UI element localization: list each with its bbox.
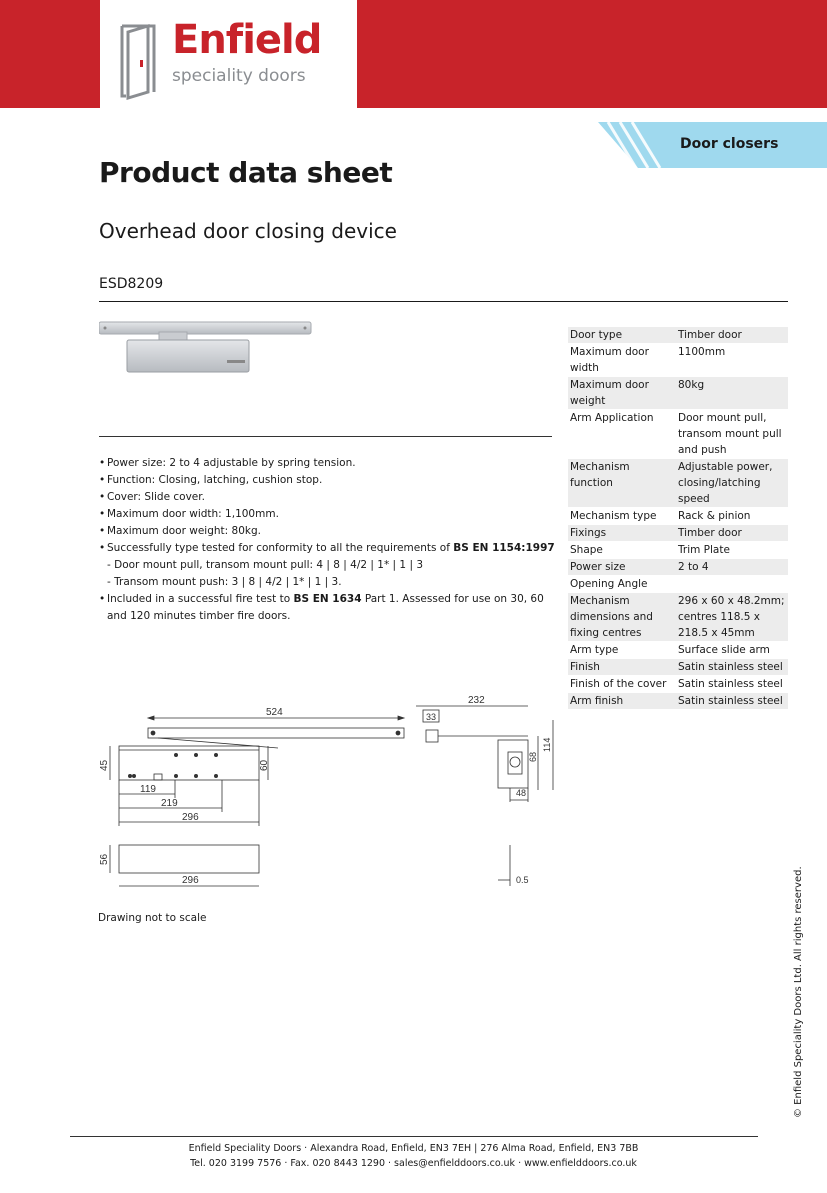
spec-label: Mechanism dimensions and fixing centres xyxy=(568,593,676,642)
spec-value: 80kg xyxy=(676,377,788,410)
divider xyxy=(99,436,552,437)
spec-label: Arm Application xyxy=(568,410,676,459)
divider xyxy=(99,301,788,302)
spec-value: Satin stainless steel xyxy=(676,676,788,693)
dim-body-height-left: 45 xyxy=(99,759,110,771)
spec-row xyxy=(568,676,788,693)
spec-row xyxy=(568,410,788,459)
feature-item: • Maximum door width: 1,100mm. xyxy=(99,506,559,523)
dim-body-height-right: 60 xyxy=(259,759,270,771)
spec-row xyxy=(568,542,788,559)
footer-contact: Tel. 020 3199 7576 · Fax. 020 8443 1290 · sales@enfielddoors.co.uk · www.enfielddoors.co.uk xyxy=(190,1158,637,1169)
spec-value: 296 x 60 x 48.2mm; centres 118.5 x 218.5 x 45mm xyxy=(676,593,788,642)
brand-logo[interactable] xyxy=(100,0,357,108)
spec-row xyxy=(568,377,788,410)
spec-row xyxy=(568,576,788,593)
page-subtitle: Overhead door closing device xyxy=(99,219,397,243)
brand-name: Enfield xyxy=(172,17,322,63)
feature-item: • Function: Closing, latching, cushion stop. xyxy=(99,472,559,489)
spec-label: Finish of the cover xyxy=(568,676,676,693)
dim-bracket-68: 68 xyxy=(528,751,538,762)
copyright-notice: © Enfield Speciality Doors Ltd. All rights reserved. xyxy=(793,866,804,1118)
spec-value xyxy=(676,576,788,593)
spec-label: Power size xyxy=(568,559,676,576)
page-title: Product data sheet xyxy=(99,156,393,189)
category-tab[interactable]: Door closers xyxy=(680,136,779,152)
product-code: ESD8209 xyxy=(99,276,164,292)
feature-item: • Maximum door weight: 80kg. xyxy=(99,523,559,540)
spec-value: Timber door xyxy=(676,327,788,344)
spec-label: Arm type xyxy=(568,642,676,659)
spec-value: Surface slide arm xyxy=(676,642,788,659)
dim-plate-thickness: 0.5 xyxy=(516,875,529,885)
spec-value: Adjustable power, closing/latching speed xyxy=(676,459,788,508)
spec-label: Arm finish xyxy=(568,693,676,710)
spec-value: 1100mm xyxy=(676,344,788,377)
spec-label: Maximum door width xyxy=(568,344,676,377)
spec-label: Door type xyxy=(568,327,676,344)
spec-label: Shape xyxy=(568,542,676,559)
feature-item: • Included in a successful fire test to BS EN 1634 Part 1. Assessed for use on 30, 60 and 120 minutes timber fire doors. xyxy=(99,591,559,625)
feature-item: - Door mount pull, transom mount pull: 4 | 8 | 4/2 | 1* | 1 | 3 xyxy=(107,559,424,571)
spec-row xyxy=(568,642,788,659)
dim-arm-length: 524 xyxy=(266,707,283,718)
feature-item: • Cover: Slide cover. xyxy=(99,489,559,506)
spec-table xyxy=(568,327,788,710)
drawing-note: Drawing not to scale xyxy=(98,912,207,924)
spec-value: Timber door xyxy=(676,525,788,542)
dim-side-width: 232 xyxy=(468,695,485,706)
spec-value: Satin stainless steel xyxy=(676,659,788,676)
dim-bracket-114: 114 xyxy=(542,737,552,752)
spec-label: Mechanism function xyxy=(568,459,676,508)
dim-side-depth: 33 xyxy=(426,712,437,722)
product-image xyxy=(99,318,314,378)
spec-label: Mechanism type xyxy=(568,508,676,525)
spec-row xyxy=(568,344,788,377)
feature-item: • Successfully type tested for conformity to all the requirements of BS EN 1154:1997 xyxy=(99,540,559,557)
spec-row xyxy=(568,559,788,576)
dim-fix-119: 119 xyxy=(140,784,156,795)
spec-value: Satin stainless steel xyxy=(676,693,788,710)
spec-row xyxy=(568,508,788,525)
spec-label: Maximum door weight xyxy=(568,377,676,410)
spec-row xyxy=(568,459,788,508)
dim-bracket-48: 48 xyxy=(516,788,527,798)
spec-label: Finish xyxy=(568,659,676,676)
spec-value: Trim Plate xyxy=(676,542,788,559)
spec-value: Door mount pull, transom mount pull and push xyxy=(676,410,788,459)
footer-divider xyxy=(70,1136,758,1137)
spec-row xyxy=(568,525,788,542)
feature-item: - Transom mount push: 3 | 8 | 4/2 | 1* | 1 | 3. xyxy=(107,576,342,588)
technical-drawing xyxy=(98,690,568,900)
spec-value: 2 to 4 xyxy=(676,559,788,576)
dim-body-length: 296 xyxy=(182,812,199,823)
dim-cover-length: 296 xyxy=(182,875,199,886)
dim-fix-219: 219 xyxy=(161,798,178,809)
footer-address: Enfield Speciality Doors · Alexandra Road, Enfield, EN3 7EH | 276 Alma Road, Enfield, EN3 7BB xyxy=(188,1143,639,1154)
dim-cover-height: 56 xyxy=(99,853,110,865)
door-logo-icon xyxy=(120,22,160,102)
spec-row xyxy=(568,693,788,710)
feature-list xyxy=(99,455,559,625)
spec-row xyxy=(568,593,788,642)
spec-row xyxy=(568,327,788,344)
spec-row xyxy=(568,659,788,676)
feature-item: • Power size: 2 to 4 adjustable by spring tension. xyxy=(99,455,559,472)
spec-label: Opening Angle xyxy=(568,576,676,593)
spec-label: Fixings xyxy=(568,525,676,542)
spec-value: Rack & pinion xyxy=(676,508,788,525)
brand-subtitle: speciality doors xyxy=(172,66,306,86)
